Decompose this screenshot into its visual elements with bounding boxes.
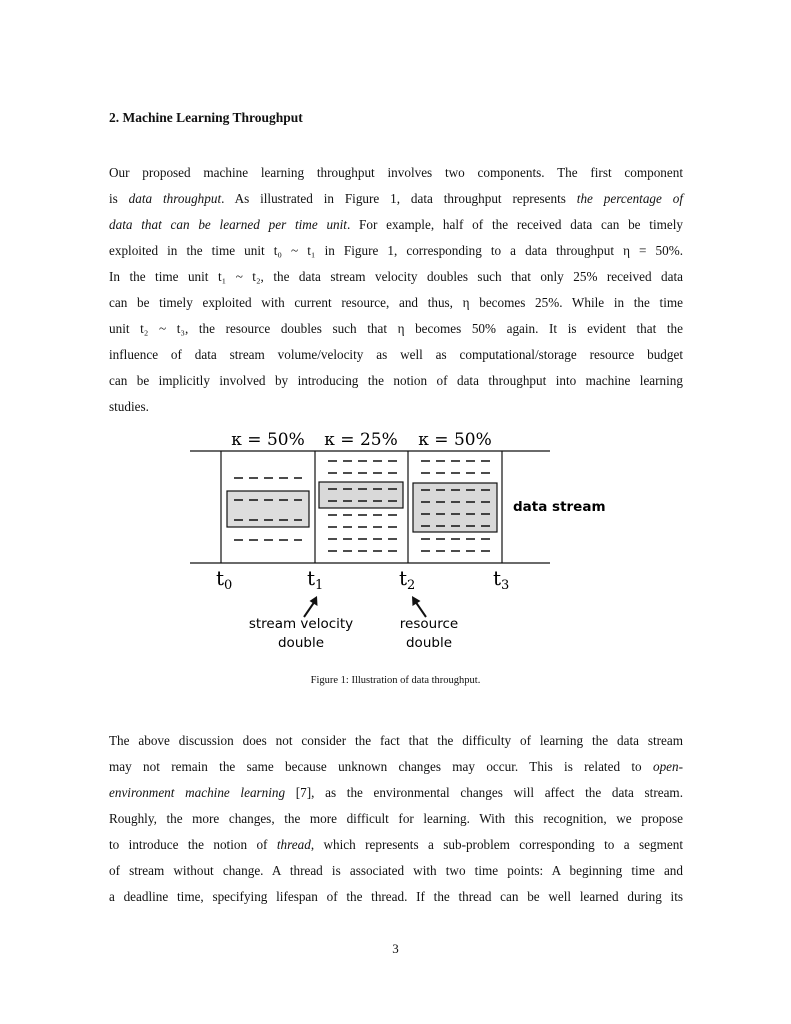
text-line: of stream without change. A thread is associated with two time points: A beginning time and <box>109 863 683 878</box>
kappa-label-3: κ = 50% <box>418 430 492 450</box>
time-label-t1: $t_1$ <box>307 566 324 593</box>
time-axis-labels <box>216 566 509 593</box>
figure-caption: Figure 1: Illustration of data throughput. <box>310 675 481 686</box>
text-line: can be implicitly involved by introducing the notion of data throughput into machine learning <box>109 373 683 388</box>
text-line: can be timely exploited with current resource, and thus, η becomes 25%. While in the time <box>109 295 683 310</box>
annotations <box>249 616 458 651</box>
annotation-right-line-2: double <box>405 635 453 651</box>
text-line <box>109 780 683 806</box>
text-run: to introduce the notion of <box>109 837 277 852</box>
arrow-up-right-icon <box>304 596 318 617</box>
text-line: The above discussion does not consider the fact that the difficulty of learning the data stream <box>109 733 683 748</box>
text-line <box>109 212 683 238</box>
emphasis-definition-cont: data that can be learned per time unit <box>109 217 347 232</box>
text-line: exploited in the time unit t₀ ~ t₁ in Figure 1, corresponding to a data throughput η = 50%. <box>109 243 683 258</box>
emphasis-open-environment: environment machine learning <box>109 785 286 800</box>
time-label-t3: $t_3$ <box>493 566 510 593</box>
text-line: Roughly, the more changes, the more difficult for learning. With this recognition, we propose <box>109 811 683 826</box>
arrow-up-left-icon <box>412 596 426 617</box>
text-run: may not remain the same because unknown changes may occur. This is related to <box>109 759 653 774</box>
kappa-label-2: κ = 25% <box>324 430 398 450</box>
text-run: . For example, half of the received data can be timely <box>346 217 684 232</box>
text-line <box>109 754 683 780</box>
time-label-t0: $t_0$ <box>216 566 233 593</box>
page-number: 3 <box>392 941 399 956</box>
text-line <box>109 186 683 212</box>
text-line: In the time unit t₁ ~ t₂, the data stream velocity doubles such that only 25% received data <box>109 269 683 284</box>
emphasis-data-throughput: data throughput <box>128 191 222 206</box>
text-run: is <box>109 191 129 206</box>
data-stream-label: data stream <box>513 499 606 515</box>
segment-2-learned-box <box>319 482 403 508</box>
section-title: 2. Machine Learning Throughput <box>109 110 303 125</box>
text-line: studies. <box>109 399 149 414</box>
text-run: . As illustrated in Figure 1, data throughput represents <box>221 191 577 206</box>
text-line: a deadline time, specifying lifespan of the thread. If the thread can be well learned during its <box>109 889 683 904</box>
emphasis-thread: thread <box>276 837 311 852</box>
time-label-t2: $t_2$ <box>399 566 416 593</box>
text-line <box>109 832 683 858</box>
paragraph-1 <box>109 160 683 420</box>
text-line: Our proposed machine learning throughput involves two components. The first component <box>109 165 683 180</box>
text-run: , which represents a sub-problem corresponding to a segment <box>310 837 684 852</box>
kappa-label-1: κ = 50% <box>231 430 305 450</box>
emphasis-definition: the percentage of <box>576 191 684 206</box>
figure-1 <box>180 424 606 664</box>
throughput-diagram <box>180 424 606 664</box>
text-line: unit t₂ ~ t₃, the resource doubles such that η becomes 50% again. It is evident that the <box>109 321 683 336</box>
annotation-left-line-1: stream velocity <box>248 616 354 632</box>
text-run: [7], as the environmental changes will affect the data stream. <box>285 785 683 800</box>
annotation-right-line-1: resource <box>399 616 459 632</box>
segment-1-learned-box <box>227 491 309 527</box>
paragraph-2 <box>109 728 683 910</box>
annotation-left-line-2: double <box>277 635 325 651</box>
emphasis-open: open- <box>652 759 683 774</box>
text-line: influence of data stream volume/velocity as well as computational/storage resource budget <box>109 347 683 362</box>
